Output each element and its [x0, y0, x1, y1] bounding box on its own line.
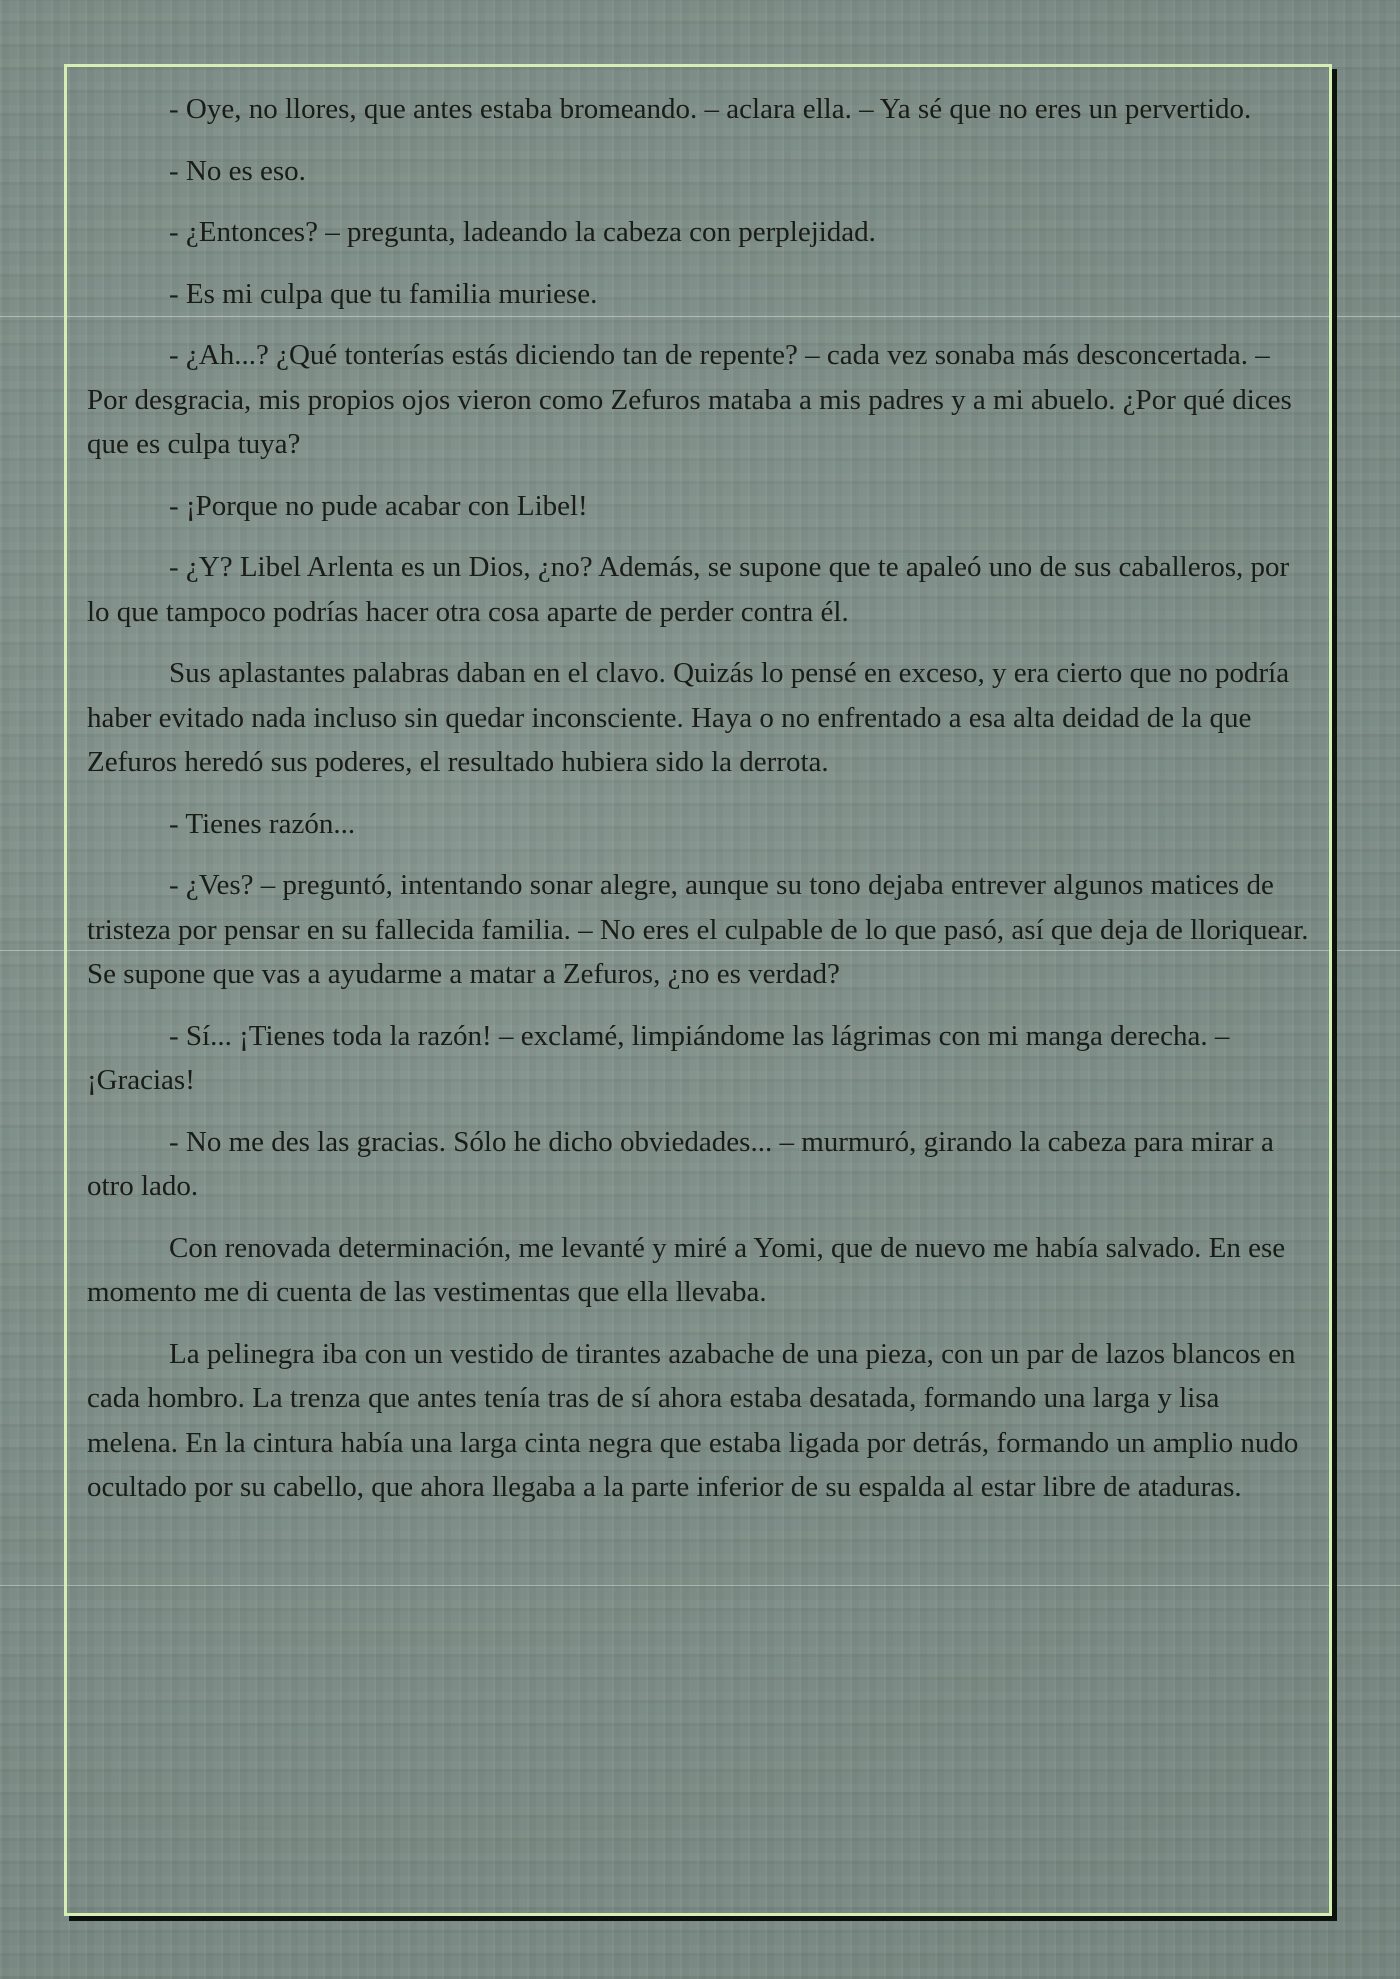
paragraph: Con renovada determinación, me levanté y miré a Yomi, que de nuevo me había salvado. En ese momento me di cuenta de las vestimentas que ella llevaba.	[87, 1231, 1286, 1308]
paragraph: - Tienes razón...	[169, 807, 356, 840]
paragraph: - ¿Y? Libel Arlenta es un Dios, ¿no? Además, se supone que te apaleó uno de sus caballeros, por lo que tampoco podrías hacer otra cosa aparte de perder contra él.	[87, 551, 1290, 628]
paragraph: - ¿Entonces? – pregunta, ladeando la cabeza con perplejidad.	[169, 216, 876, 248]
page-frame	[64, 64, 1332, 1916]
paragraph: - Es mi culpa que tu familia muriese.	[169, 277, 598, 310]
paragraph: - No me des las gracias. Sólo he dicho obviedades... – murmuró, girando la cabeza para mirar a otro lado.	[87, 1125, 1274, 1202]
text-body	[87, 87, 1311, 1527]
paragraph: - Oye, no llores, que antes estaba bromeando. – aclara ella. – Ya sé que no eres un pervertido.	[169, 93, 1252, 125]
paragraph: Sus aplastantes palabras daban en el clavo. Quizás lo pensé en exceso, y era cierto que no podría haber evitado nada incluso sin quedar inconsciente. Haya o no enfrentado a esa alta deidad de la que Zefuros heredó sus poderes, el resultado hubiera sido la derrota.	[87, 657, 1290, 778]
paragraph: La pelinegra iba con un vestido de tirantes azabache de una pieza, con un par de lazos blancos en cada hombro. La trenza que antes tenía tras de sí ahora estaba desatada, formando una larga y lisa melena. En la cintura había una larga cinta negra que estaba ligada por detrás, formando un amplio nudo ocultado por su cabello, que ahora llegaba a la parte inferior de su espalda al estar libre de ataduras.	[87, 1337, 1299, 1503]
paragraph: - Sí... ¡Tienes toda la razón! – exclamé, limpiándome las lágrimas con mi manga derecha. – ¡Gracias!	[87, 1019, 1230, 1096]
paragraph: - ¡Porque no pude acabar con Libel!	[169, 489, 588, 522]
paragraph: - ¿Ah...? ¿Qué tonterías estás diciendo tan de repente? – cada vez sonaba más desconcertada. – Por desgracia, mis propios ojos vieron como Zefuros mataba a mis padres y a mi abuelo. ¿Por qué dices que es culpa tuya?	[87, 339, 1292, 460]
paragraph: - No es eso.	[169, 154, 306, 187]
paragraph: - ¿Ves? – preguntó, intentando sonar alegre, aunque su tono dejaba entrever algunos matices de tristeza por pensar en su fallecida familia. – No eres el culpable de lo que pasó, así que deja de lloriquear. Se supone que vas a ayudarme a matar a Zefuros, ¿no es verdad?	[87, 869, 1309, 990]
